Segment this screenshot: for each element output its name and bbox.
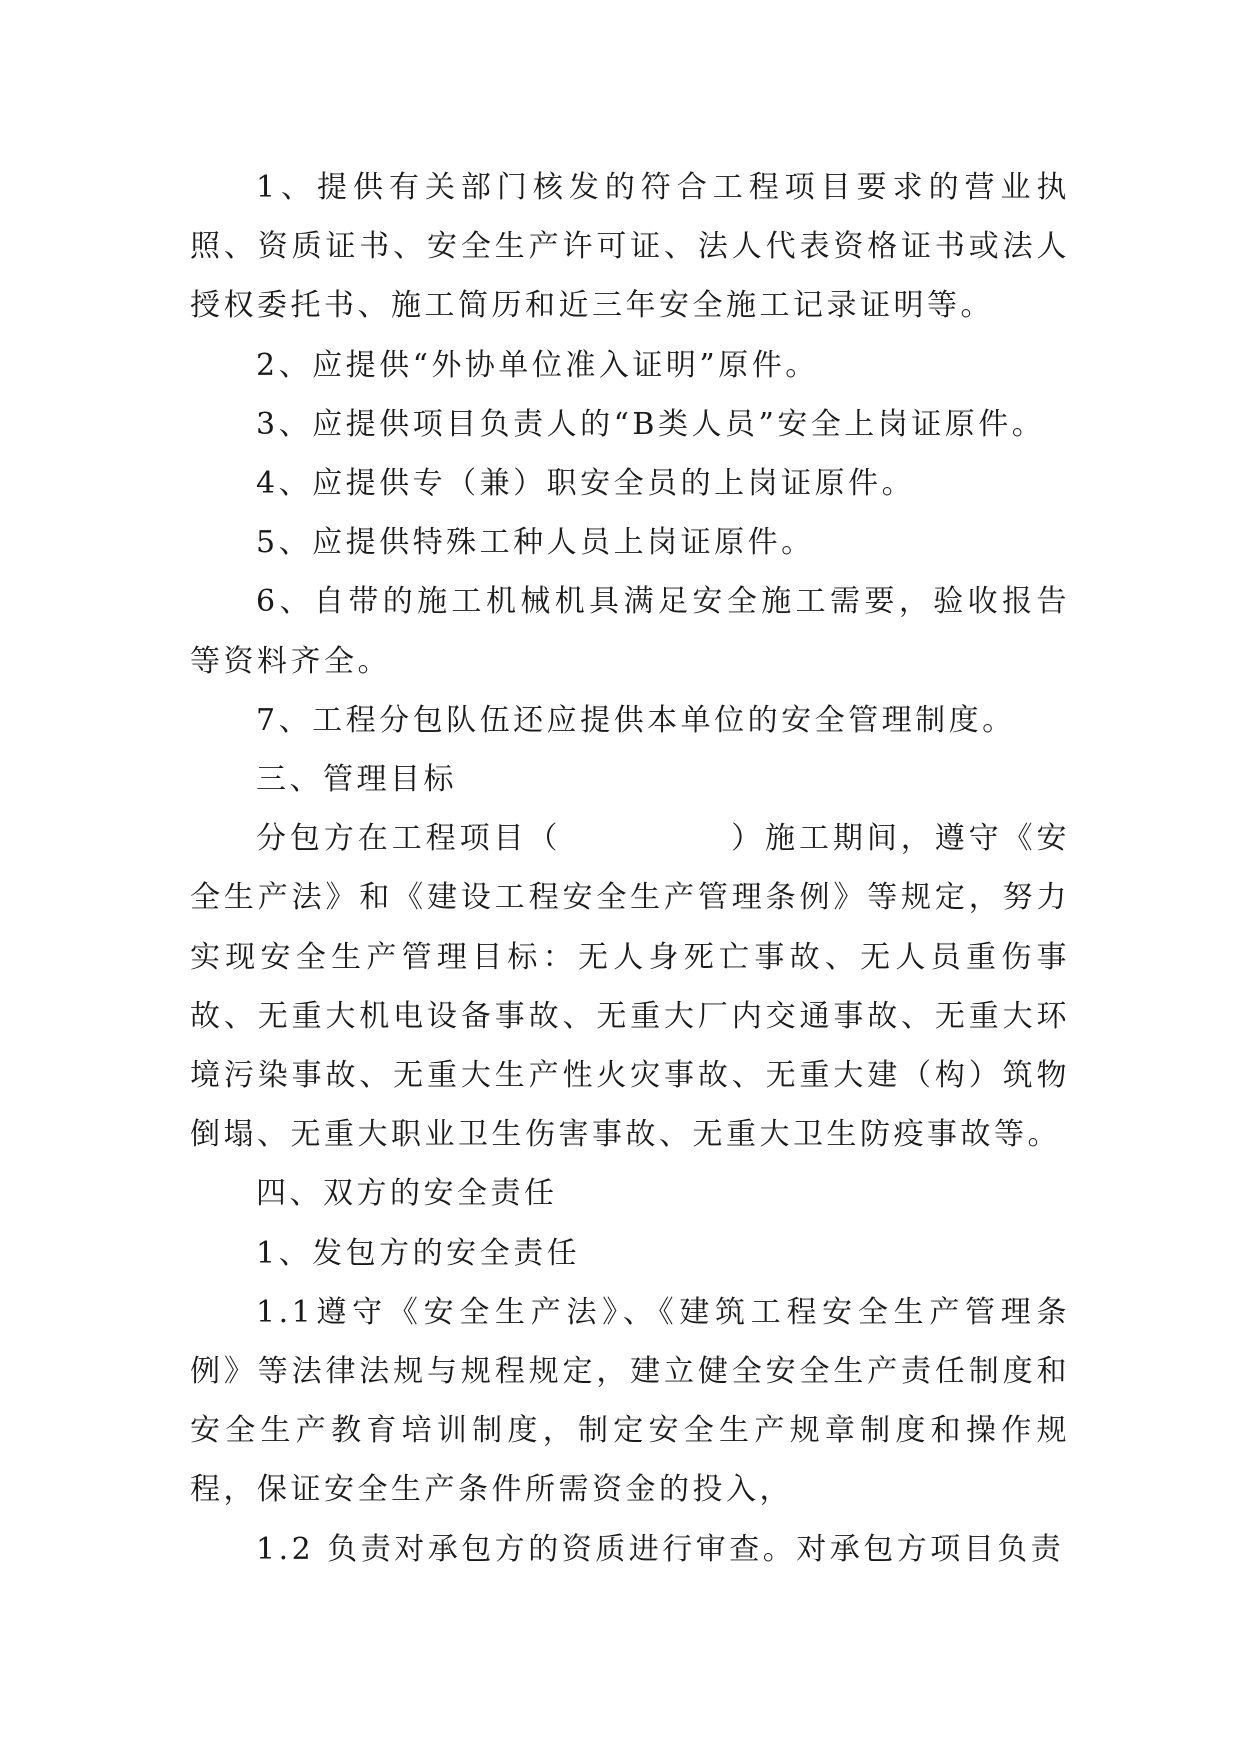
requirement-item-5: 5、应提供特殊工种人员上岗证原件。 [256, 525, 815, 561]
subsection-heading-contractor-responsibilities: 1、发包方的安全责任 [256, 1235, 581, 1271]
document-body [190, 158, 1070, 1579]
requirement-item-6: 6、自带的施工机械机具满足安全施工需要，验收报告等资料齐全。 [190, 584, 1070, 679]
requirement-item-4: 4、应提供专（兼）职安全员的上岗证原件。 [256, 466, 916, 502]
section-heading-management-goals: 三、管理目标 [256, 762, 457, 798]
section-heading-safety-responsibilities: 四、双方的安全责任 [256, 1176, 558, 1212]
clause-1-1: 1.1遵守《安全生产法》、《建筑工程安全生产管理条例》等法律法规与规程规定，建立健全安全生产责任制度和安全生产教育培训制度，制定安全生产规章制度和操作规程，保证安全生产条件所需资金的投入， [190, 1294, 1070, 1508]
requirement-item-7: 7、工程分包队伍还应提供本单位的安全管理制度。 [256, 702, 1016, 738]
management-goals-paragraph: 分包方在工程项目（ ）施工期间，遵守《安全生产法》和《建设工程安全生产管理条例》等规定，努力实现安全生产管理目标：无人身死亡事故、无人员重伤事故、无重大机电设备事故、无重大厂内交通事故、无重大环境污染事故、无重大生产性火灾事故、无重大建（构）筑物倒塌、无重大职业卫生伤害事故、无重大卫生防疫事故等。 [190, 821, 1070, 1153]
requirement-item-3: 3、应提供项目负责人的“B类人员”安全上岗证原件。 [256, 406, 1046, 442]
requirement-item-1: 1、提供有关部门核发的符合工程项目要求的营业执照、资质证书、安全生产许可证、法人代表资格证书或法人授权委托书、施工简历和近三年安全施工记录证明等。 [190, 170, 1070, 324]
requirement-item-2: 2、应提供“外协单位准入证明”原件。 [256, 347, 819, 383]
clause-1-2: 1.2 负责对承包方的资质进行审查。对承包方项目负责 [256, 1531, 1065, 1567]
